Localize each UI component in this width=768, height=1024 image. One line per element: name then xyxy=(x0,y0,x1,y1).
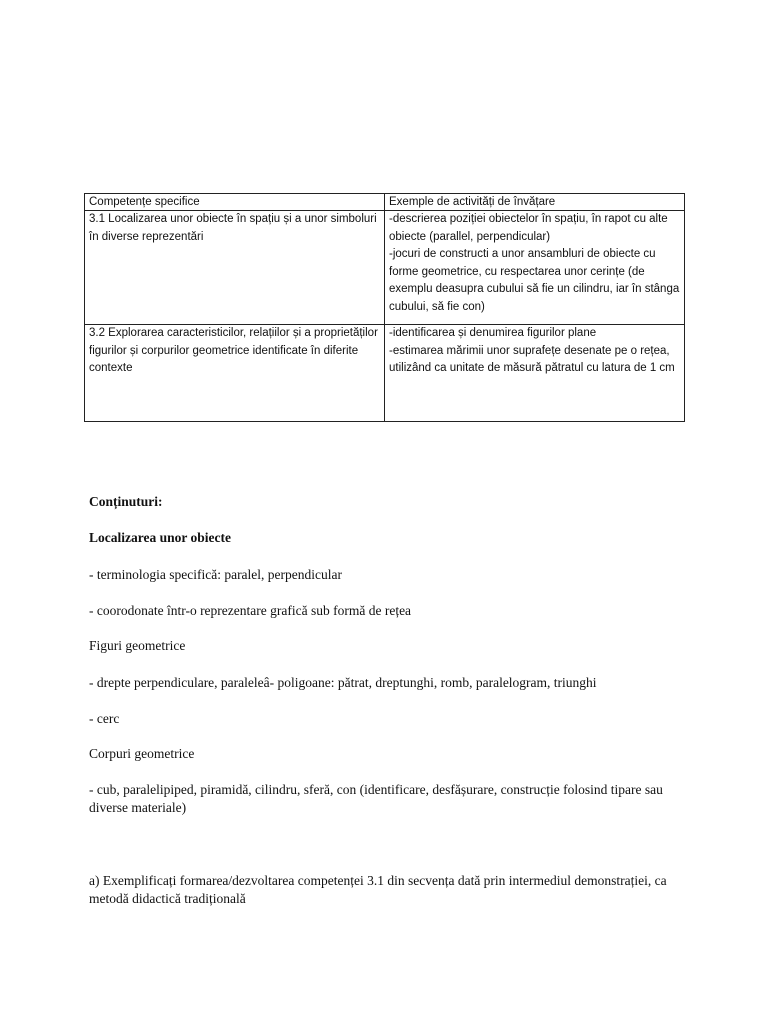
header-competences: Competențe specifice xyxy=(85,194,385,211)
header-activities: Exemple de activități de învățare xyxy=(385,194,685,211)
competences-table xyxy=(84,193,685,422)
content-line: - cub, paralelipiped, piramidă, cilindru, sferă, con (identificare, desfășurare, construcție folosind tipare sau diverse materiale) xyxy=(89,782,663,815)
activity-item: -identificarea și denumirea figurilor plane xyxy=(389,327,597,339)
table-row xyxy=(85,211,685,325)
activities-cell xyxy=(385,325,685,422)
content-subheading: Localizarea unor obiecte xyxy=(89,530,231,545)
table-row xyxy=(85,325,685,422)
content-line: - drepte perpendiculare, paraleleâ- poligoane: pătrat, dreptunghi, romb, paralelogram, triunghi xyxy=(89,675,597,690)
activities-cell xyxy=(385,211,685,325)
section-title-bodies: Corpuri geometrice xyxy=(89,746,195,761)
competence-cell: 3.2 Explorarea caracteristicilor, relațiilor și a proprietăților figurilor și corpurilor geometrice identificate în diferite contexte xyxy=(85,325,385,422)
table-header-row xyxy=(85,194,685,211)
activity-item: -estimarea mărimii unor suprafețe desenate pe o rețea, utilizând ca unitate de măsură pătratul cu latura de 1 cm xyxy=(389,344,675,374)
content-line: - coorodonate într-o reprezentare grafică sub formă de rețea xyxy=(89,603,412,618)
question-a: a) Exemplificați formarea/dezvoltarea competenței 3.1 din secvența dată prin intermediul demonstrației, ca metodă didactică tradițională xyxy=(89,873,667,906)
content-line: - terminologia specifică: paralel, perpendicular xyxy=(89,567,343,582)
competence-cell: 3.1 Localizarea unor obiecte în spațiu și a unor simboluri în diverse reprezentări xyxy=(85,211,385,325)
section-title-figures: Figuri geometrice xyxy=(89,638,186,653)
activity-item: -descrierea poziției obiectelor în spațiu, în rapot cu alte obiecte (parallel, perpendicular) xyxy=(389,213,668,243)
content-heading: Conținuturi: xyxy=(89,494,163,509)
content-line: - cerc xyxy=(89,711,120,726)
activity-item: -jocuri de constructi a unor ansambluri de obiecte cu forme geometrice, cu respectarea unor cerințe (de exemplu deasupra cubului să fie un cilindru, iar în stânga cubului, să fie con) xyxy=(389,248,680,313)
